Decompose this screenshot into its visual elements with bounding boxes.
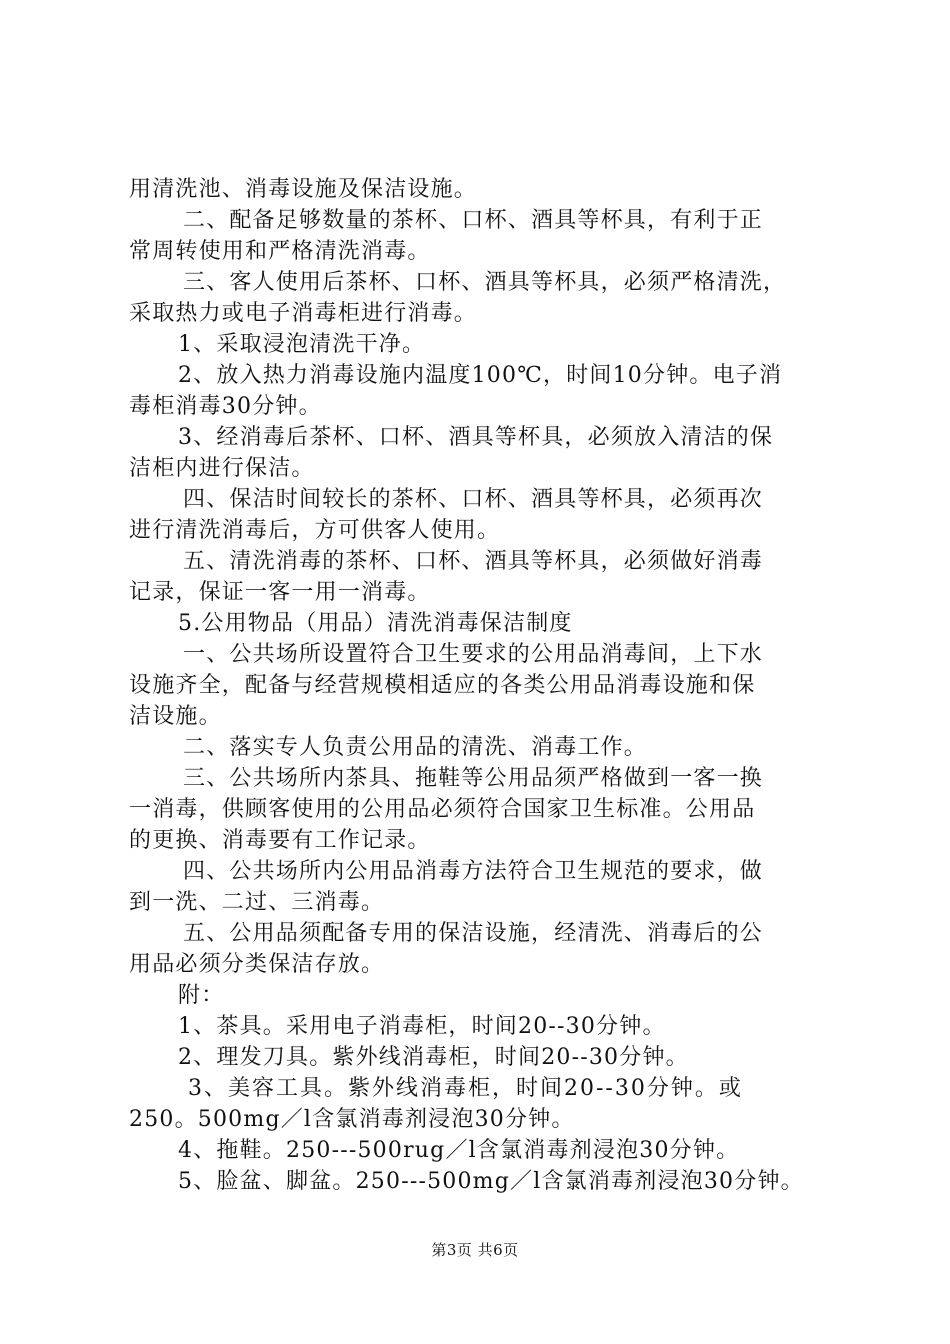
text-line: 记录，保证一客一用一消毒。 bbox=[129, 580, 431, 605]
text-line: 洁柜内进行保洁。 bbox=[129, 456, 315, 481]
text-line: 二、配备足够数量的茶杯、口杯、酒具等杯具，有利于正 bbox=[183, 208, 764, 233]
text-line: 3、经消毒后茶杯、口杯、酒具等杯具，必须放入清洁的保 bbox=[178, 425, 774, 450]
text-line: 五、清洗消毒的茶杯、口杯、酒具等杯具，必须做好消毒 bbox=[183, 549, 764, 574]
text-line: 5、脸盆、脚盆。250---500mg／l含氯消毒剂浸泡30分钟。 bbox=[178, 1169, 804, 1194]
appendix-heading: 附： bbox=[178, 983, 225, 1008]
text-line: 采取热力或电子消毒柜进行消毒。 bbox=[129, 301, 478, 326]
section-heading: 5.公用物品（用品）清洗消毒保洁制度 bbox=[178, 611, 573, 636]
text-line: 1、采取浸泡清洗干净。 bbox=[178, 332, 426, 357]
text-line: 洁设施。 bbox=[129, 704, 222, 729]
text-line: 五、公用品须配备专用的保洁设施，经清洗、消毒后的公 bbox=[183, 921, 764, 946]
text-line: 四、保洁时间较长的茶杯、口杯、酒具等杯具，必须再次 bbox=[183, 487, 764, 512]
text-line: 的更换、消毒要有工作记录。 bbox=[129, 828, 431, 853]
text-line: 用清洗池、消毒设施及保洁设施。 bbox=[129, 177, 478, 202]
text-line: 进行清洗消毒后，方可供客人使用。 bbox=[129, 518, 501, 543]
text-line: 常周转使用和严格清洗消毒。 bbox=[129, 239, 431, 264]
text-line: 用品必须分类保洁存放。 bbox=[129, 952, 385, 977]
text-line: 2、理发刀具。紫外线消毒柜，时间20--30分钟。 bbox=[178, 1045, 689, 1070]
text-line: 3、美容工具。紫外线消毒柜，时间20--30分钟。或 bbox=[188, 1076, 743, 1101]
text-line: 2、放入热力消毒设施内温度100℃，时间10分钟。电子消 bbox=[178, 363, 783, 388]
text-line: 到一洗、二过、三消毒。 bbox=[129, 890, 385, 915]
text-line: 一、公共场所设置符合卫生要求的公用品消毒间，上下水 bbox=[183, 642, 764, 667]
text-line: 三、客人使用后茶杯、口杯、酒具等杯具，必须严格清洗， bbox=[183, 270, 787, 295]
text-line: 1、茶具。采用电子消毒柜，时间20--30分钟。 bbox=[178, 1014, 666, 1039]
text-line: 二、落实专人负责公用品的清洗、消毒工作。 bbox=[183, 735, 648, 760]
page-number-footer: 第3页 共6页 bbox=[431, 1241, 519, 1259]
text-line: 毒柜消毒30分钟。 bbox=[129, 394, 322, 419]
text-line: 四、公共场所内公用品消毒方法符合卫生规范的要求，做 bbox=[183, 859, 764, 884]
text-line: 4、拖鞋。250---500rug／l含氯消毒剂浸泡30分钟。 bbox=[178, 1138, 740, 1163]
text-line: 一消毒，供顾客使用的公用品必须符合国家卫生标准。公用品 bbox=[129, 797, 756, 822]
text-line: 设施齐全，配备与经营规模相适应的各类公用品消毒设施和保 bbox=[129, 673, 756, 698]
text-line: 三、公共场所内茶具、拖鞋等公用品须严格做到一客一换 bbox=[183, 766, 764, 791]
text-line: 250。500mg／l含氯消毒剂浸泡30分钟。 bbox=[129, 1107, 575, 1132]
